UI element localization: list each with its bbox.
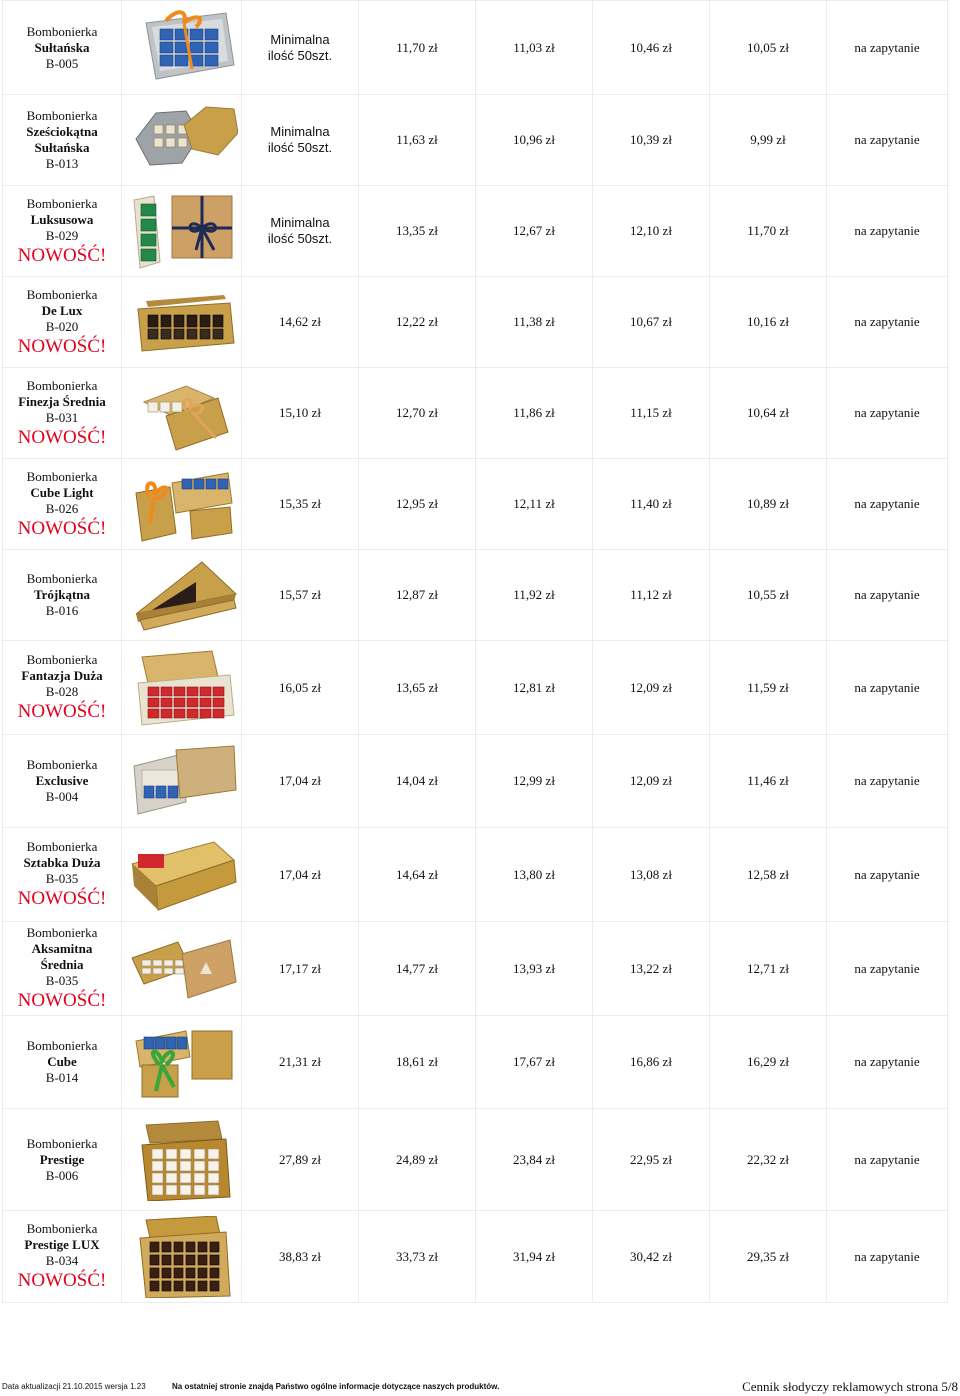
product-image-cell xyxy=(122,922,242,1016)
product-image-cell xyxy=(122,641,242,735)
quote-cell: na zapytanie xyxy=(827,641,948,735)
product-type: Bombonierka xyxy=(26,652,98,667)
product-name-cell xyxy=(3,828,122,922)
product-image xyxy=(126,740,238,822)
quote-cell: na zapytanie xyxy=(827,186,948,277)
product-model: Cube Light xyxy=(30,484,94,500)
price-cell: 15,10 zł xyxy=(242,368,359,459)
price-cell: 24,89 zł xyxy=(359,1109,476,1211)
product-model: Sułtańska xyxy=(34,140,90,155)
quote-cell: na zapytanie xyxy=(827,1,948,95)
product-image xyxy=(126,372,238,454)
price-cell: 14,77 zł xyxy=(359,922,476,1016)
quote-cell: na zapytanie xyxy=(827,922,948,1016)
min-quantity-text: Minimalna xyxy=(270,31,330,47)
price-cell: 17,67 zł xyxy=(476,1016,593,1109)
product-type: Bombonierka xyxy=(26,1135,98,1151)
price-cell: 11,38 zł xyxy=(476,277,593,368)
product-image xyxy=(126,554,238,636)
price-cell: 11,86 zł xyxy=(476,368,593,459)
price-cell: 13,08 zł xyxy=(593,828,710,922)
product-name-cell xyxy=(3,550,122,641)
product-code: B-031 xyxy=(45,409,79,425)
product-type: Bombonierka xyxy=(26,377,98,393)
product-code: B-035 xyxy=(45,973,79,988)
min-quantity-cell xyxy=(242,95,359,186)
product-model: De Lux xyxy=(41,302,83,318)
min-quantity-text: ilość 50szt. xyxy=(267,231,333,246)
product-model: Prestige LUX xyxy=(24,1237,100,1252)
price-cell: 11,70 zł xyxy=(359,1,476,95)
product-type: Bombonierka xyxy=(26,108,98,123)
product-image-cell xyxy=(122,186,242,277)
table-row xyxy=(3,1,948,95)
product-code: B-006 xyxy=(45,1167,79,1183)
price-cell: 33,73 zł xyxy=(359,1211,476,1303)
new-badge: NOWOŚĆ! xyxy=(17,517,107,539)
product-model: Cube xyxy=(47,1054,77,1069)
price-cell: 16,29 zł xyxy=(710,1016,827,1109)
price-cell: 17,17 zł xyxy=(242,922,359,1016)
price-cell: 13,65 zł xyxy=(359,641,476,735)
price-table-body xyxy=(3,1,948,1303)
price-cell: 17,04 zł xyxy=(242,735,359,828)
price-cell: 10,67 zł xyxy=(593,277,710,368)
product-image-cell xyxy=(122,1211,242,1303)
product-type: Bombonierka xyxy=(26,1038,98,1053)
price-cell: 10,96 zł xyxy=(476,95,593,186)
price-cell: 12,09 zł xyxy=(593,641,710,735)
product-image xyxy=(126,190,238,272)
product-type: Bombonierka xyxy=(26,925,98,940)
product-model: Sztabka Duża xyxy=(23,855,101,870)
price-cell: 31,94 zł xyxy=(476,1211,593,1303)
price-cell: 11,03 zł xyxy=(476,1,593,95)
product-model: Exclusive xyxy=(35,773,89,788)
price-cell: 9,99 zł xyxy=(710,95,827,186)
price-cell: 10,39 zł xyxy=(593,95,710,186)
quote-cell: na zapytanie xyxy=(827,828,948,922)
product-name-cell xyxy=(3,1211,122,1303)
price-cell: 12,09 zł xyxy=(593,735,710,828)
quote-cell: na zapytanie xyxy=(827,459,948,550)
price-cell: 14,64 zł xyxy=(359,828,476,922)
table-row xyxy=(3,1016,948,1109)
product-image-cell xyxy=(122,1109,242,1211)
product-type: Bombonierka xyxy=(26,23,98,39)
product-name-cell xyxy=(3,1016,122,1109)
price-cell: 18,61 zł xyxy=(359,1016,476,1109)
product-model: Aksamitna xyxy=(31,941,93,956)
quote-cell: na zapytanie xyxy=(827,1016,948,1109)
price-cell: 11,12 zł xyxy=(593,550,710,641)
min-quantity-cell xyxy=(242,1,359,95)
product-code: B-020 xyxy=(45,318,79,334)
product-image-cell xyxy=(122,277,242,368)
product-name-cell xyxy=(3,735,122,828)
price-cell: 11,40 zł xyxy=(593,459,710,550)
product-name-cell xyxy=(3,922,122,1016)
product-code: B-005 xyxy=(45,55,79,71)
price-cell: 11,92 zł xyxy=(476,550,593,641)
new-badge: NOWOŚĆ! xyxy=(17,1270,107,1291)
new-badge: NOWOŚĆ! xyxy=(17,335,107,357)
product-name-cell xyxy=(3,186,122,277)
price-cell: 14,62 zł xyxy=(242,277,359,368)
price-cell: 27,89 zł xyxy=(242,1109,359,1211)
product-model: Finezja Średnia xyxy=(18,393,106,409)
quote-cell: na zapytanie xyxy=(827,368,948,459)
price-cell: 23,84 zł xyxy=(476,1109,593,1211)
product-image xyxy=(126,99,238,181)
price-cell: 12,10 zł xyxy=(593,186,710,277)
price-table xyxy=(2,0,948,1303)
page-footer xyxy=(0,1378,960,1396)
price-cell: 13,22 zł xyxy=(593,922,710,1016)
table-row xyxy=(3,368,948,459)
price-cell: 10,05 zł xyxy=(710,1,827,95)
footer-update-date: Data aktualizacji 21.10.2015 wersja 1.23 xyxy=(2,1382,146,1391)
product-name-cell xyxy=(3,277,122,368)
price-cell: 11,15 zł xyxy=(593,368,710,459)
new-badge: NOWOŚĆ! xyxy=(17,888,107,909)
price-cell: 12,58 zł xyxy=(710,828,827,922)
product-code: B-026 xyxy=(45,500,79,516)
product-image-cell xyxy=(122,550,242,641)
table-row xyxy=(3,550,948,641)
table-row xyxy=(3,828,948,922)
price-cell: 10,89 zł xyxy=(710,459,827,550)
table-row xyxy=(3,1211,948,1303)
price-cell: 13,35 zł xyxy=(359,186,476,277)
product-code: B-029 xyxy=(45,227,79,243)
quote-cell: na zapytanie xyxy=(827,1211,948,1303)
quote-cell: na zapytanie xyxy=(827,735,948,828)
product-image-cell xyxy=(122,1016,242,1109)
product-image xyxy=(126,1216,238,1298)
product-name-cell xyxy=(3,641,122,735)
product-image xyxy=(126,834,238,916)
product-model: Sześciokątna xyxy=(26,124,98,139)
product-image xyxy=(126,281,238,363)
min-quantity-cell xyxy=(242,186,359,277)
price-cell: 22,95 zł xyxy=(593,1109,710,1211)
price-cell: 13,80 zł xyxy=(476,828,593,922)
product-image-cell xyxy=(122,1,242,95)
product-type: Bombonierka xyxy=(26,468,98,484)
price-cell: 12,99 zł xyxy=(476,735,593,828)
product-type: Bombonierka xyxy=(26,1221,98,1236)
price-cell: 17,04 zł xyxy=(242,828,359,922)
product-code: B-016 xyxy=(45,603,79,618)
product-name-cell xyxy=(3,95,122,186)
product-code: B-034 xyxy=(45,1253,79,1268)
product-type: Bombonierka xyxy=(26,839,98,854)
new-badge: NOWOŚĆ! xyxy=(17,426,107,448)
product-model: Średnia xyxy=(40,957,84,972)
price-cell: 16,05 zł xyxy=(242,641,359,735)
price-cell: 12,22 zł xyxy=(359,277,476,368)
price-cell: 11,46 zł xyxy=(710,735,827,828)
price-cell: 10,16 zł xyxy=(710,277,827,368)
product-image xyxy=(126,463,238,545)
new-badge: NOWOŚĆ! xyxy=(17,701,107,722)
product-image-cell xyxy=(122,95,242,186)
product-type: Bombonierka xyxy=(26,286,98,302)
price-cell: 12,67 zł xyxy=(476,186,593,277)
price-cell: 16,86 zł xyxy=(593,1016,710,1109)
price-cell: 30,42 zł xyxy=(593,1211,710,1303)
product-model: Fantazja Duża xyxy=(21,668,103,683)
price-cell: 12,70 zł xyxy=(359,368,476,459)
min-quantity-text: ilość 50szt. xyxy=(267,47,333,63)
min-quantity-text: Minimalna xyxy=(270,215,330,230)
price-cell: 11,70 zł xyxy=(710,186,827,277)
table-row xyxy=(3,186,948,277)
product-code: B-035 xyxy=(45,871,79,886)
price-cell: 10,64 zł xyxy=(710,368,827,459)
table-row xyxy=(3,1109,948,1211)
product-code: B-013 xyxy=(45,156,79,171)
product-type: Bombonierka xyxy=(26,195,98,211)
price-cell: 14,04 zł xyxy=(359,735,476,828)
product-model: Sułtańska xyxy=(34,39,90,55)
min-quantity-text: Minimalna xyxy=(270,124,330,139)
price-cell: 11,59 zł xyxy=(710,641,827,735)
table-row xyxy=(3,277,948,368)
price-cell: 10,46 zł xyxy=(593,1,710,95)
footer-note: Na ostatniej stronie znajdą Państwo ogólne informacje dotyczące naszych produktów. xyxy=(172,1382,500,1391)
product-image-cell xyxy=(122,368,242,459)
price-cell: 12,11 zł xyxy=(476,459,593,550)
quote-cell: na zapytanie xyxy=(827,1109,948,1211)
new-badge: NOWOŚĆ! xyxy=(17,244,107,266)
quote-cell: na zapytanie xyxy=(827,550,948,641)
price-cell: 10,55 zł xyxy=(710,550,827,641)
product-image xyxy=(126,1021,238,1103)
product-image xyxy=(126,1119,238,1201)
product-model: Trójkątna xyxy=(33,587,91,602)
table-row xyxy=(3,641,948,735)
product-image-cell xyxy=(122,459,242,550)
price-cell: 15,57 zł xyxy=(242,550,359,641)
price-cell: 22,32 zł xyxy=(710,1109,827,1211)
product-code: B-014 xyxy=(45,1070,79,1085)
product-name-cell xyxy=(3,1109,122,1211)
product-image xyxy=(126,647,238,729)
price-cell: 15,35 zł xyxy=(242,459,359,550)
price-cell: 12,71 zł xyxy=(710,922,827,1016)
price-cell: 29,35 zł xyxy=(710,1211,827,1303)
product-model: Prestige xyxy=(39,1151,85,1167)
product-code: B-028 xyxy=(45,684,79,699)
price-cell: 21,31 zł xyxy=(242,1016,359,1109)
product-image-cell xyxy=(122,735,242,828)
product-type: Bombonierka xyxy=(26,757,98,772)
price-cell: 12,81 zł xyxy=(476,641,593,735)
quote-cell: na zapytanie xyxy=(827,277,948,368)
product-type: Bombonierka xyxy=(26,571,98,586)
min-quantity-text: ilość 50szt. xyxy=(267,140,333,155)
new-badge: NOWOŚĆ! xyxy=(17,990,107,1011)
price-cell: 13,93 zł xyxy=(476,922,593,1016)
table-row xyxy=(3,922,948,1016)
table-row xyxy=(3,459,948,550)
footer-page-label: Cennik słodyczy reklamowych strona 5/8 xyxy=(742,1379,958,1394)
product-name-cell xyxy=(3,368,122,459)
product-name-cell xyxy=(3,1,122,95)
product-image-cell xyxy=(122,828,242,922)
price-cell: 38,83 zł xyxy=(242,1211,359,1303)
product-name-cell xyxy=(3,459,122,550)
product-code: B-004 xyxy=(45,789,79,804)
table-row xyxy=(3,735,948,828)
quote-cell: na zapytanie xyxy=(827,95,948,186)
product-image xyxy=(126,928,238,1010)
product-model: Luksusowa xyxy=(30,211,94,227)
price-cell: 11,63 zł xyxy=(359,95,476,186)
product-image xyxy=(126,7,238,89)
table-row xyxy=(3,95,948,186)
price-cell: 12,95 zł xyxy=(359,459,476,550)
price-cell: 12,87 zł xyxy=(359,550,476,641)
